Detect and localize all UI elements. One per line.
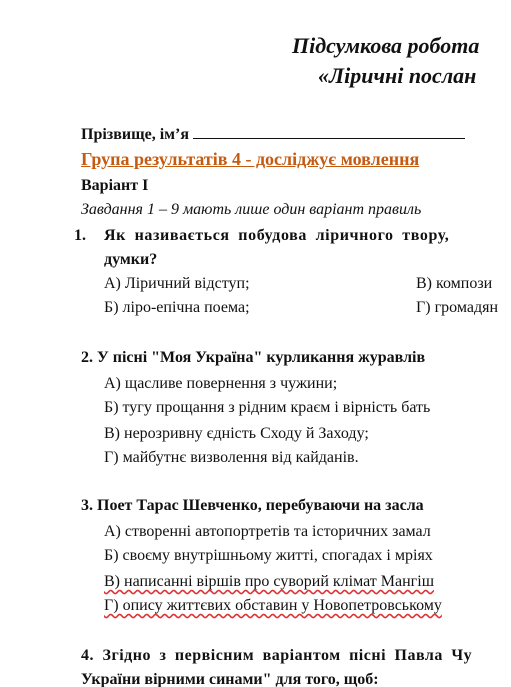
question-1-text-cont: думки? [104,251,158,268]
question-3-text: 3. Поет Тарас Шевченко, перебуваючи на засла [81,497,424,514]
question-2-option-g: Г) майбутнє визволення від кайданів. [104,449,359,466]
group-heading: Група результатів 4 - досліджує мовлення [81,149,420,169]
question-1-text: Як називається побудова ліричного твору, [104,227,450,244]
instruction-text: Завдання 1 – 9 мають лише один варіант правиль [81,201,422,218]
question-3-option-v: В) написанні віршів про суворий клімат Мангіш [104,573,435,590]
question-1-option-v: В) компози [416,275,493,292]
title-line-2: «Ліричні послан [318,63,477,88]
question-4-text: 4. Згідно з первісним варіантом пісні Павла Чу [81,647,473,664]
question-1-option-g: Г) громадян [416,299,499,316]
question-2-option-v: В) нерозривну єдність Сходу й Заходу; [104,425,369,442]
question-2-option-a: А) щасливе повернення з чужини; [104,375,338,392]
question-2-text: 2. У пісні "Моя Україна" курликання журавлів [81,349,426,366]
name-input-line[interactable] [193,124,465,139]
question-3-option-a: А) створенні автопортретів та історичних замал [104,523,431,540]
variant-label: Варіант І [81,177,149,194]
name-label: Прізвище, ім’я [81,126,190,143]
question-2-option-b: Б) тугу прощання з рідним краєм і вірність бать [104,399,431,416]
question-4-text-cont: України вірними синами" для того, щоб: [81,671,379,687]
question-1-option-a: А) Ліричний відступ; [104,275,250,292]
question-1-option-b: Б) ліро-епічна поема; [104,299,250,316]
title-line-1: Підсумкова робота [292,33,480,58]
name-field-row [81,124,465,145]
question-1-number: 1. [74,227,86,244]
question-3-option-g: Г) опису життєвих обставин у Новопетровському [104,597,442,614]
question-3-option-b: Б) своєму внутрішньому житті, спогадах і мріях [104,547,433,564]
